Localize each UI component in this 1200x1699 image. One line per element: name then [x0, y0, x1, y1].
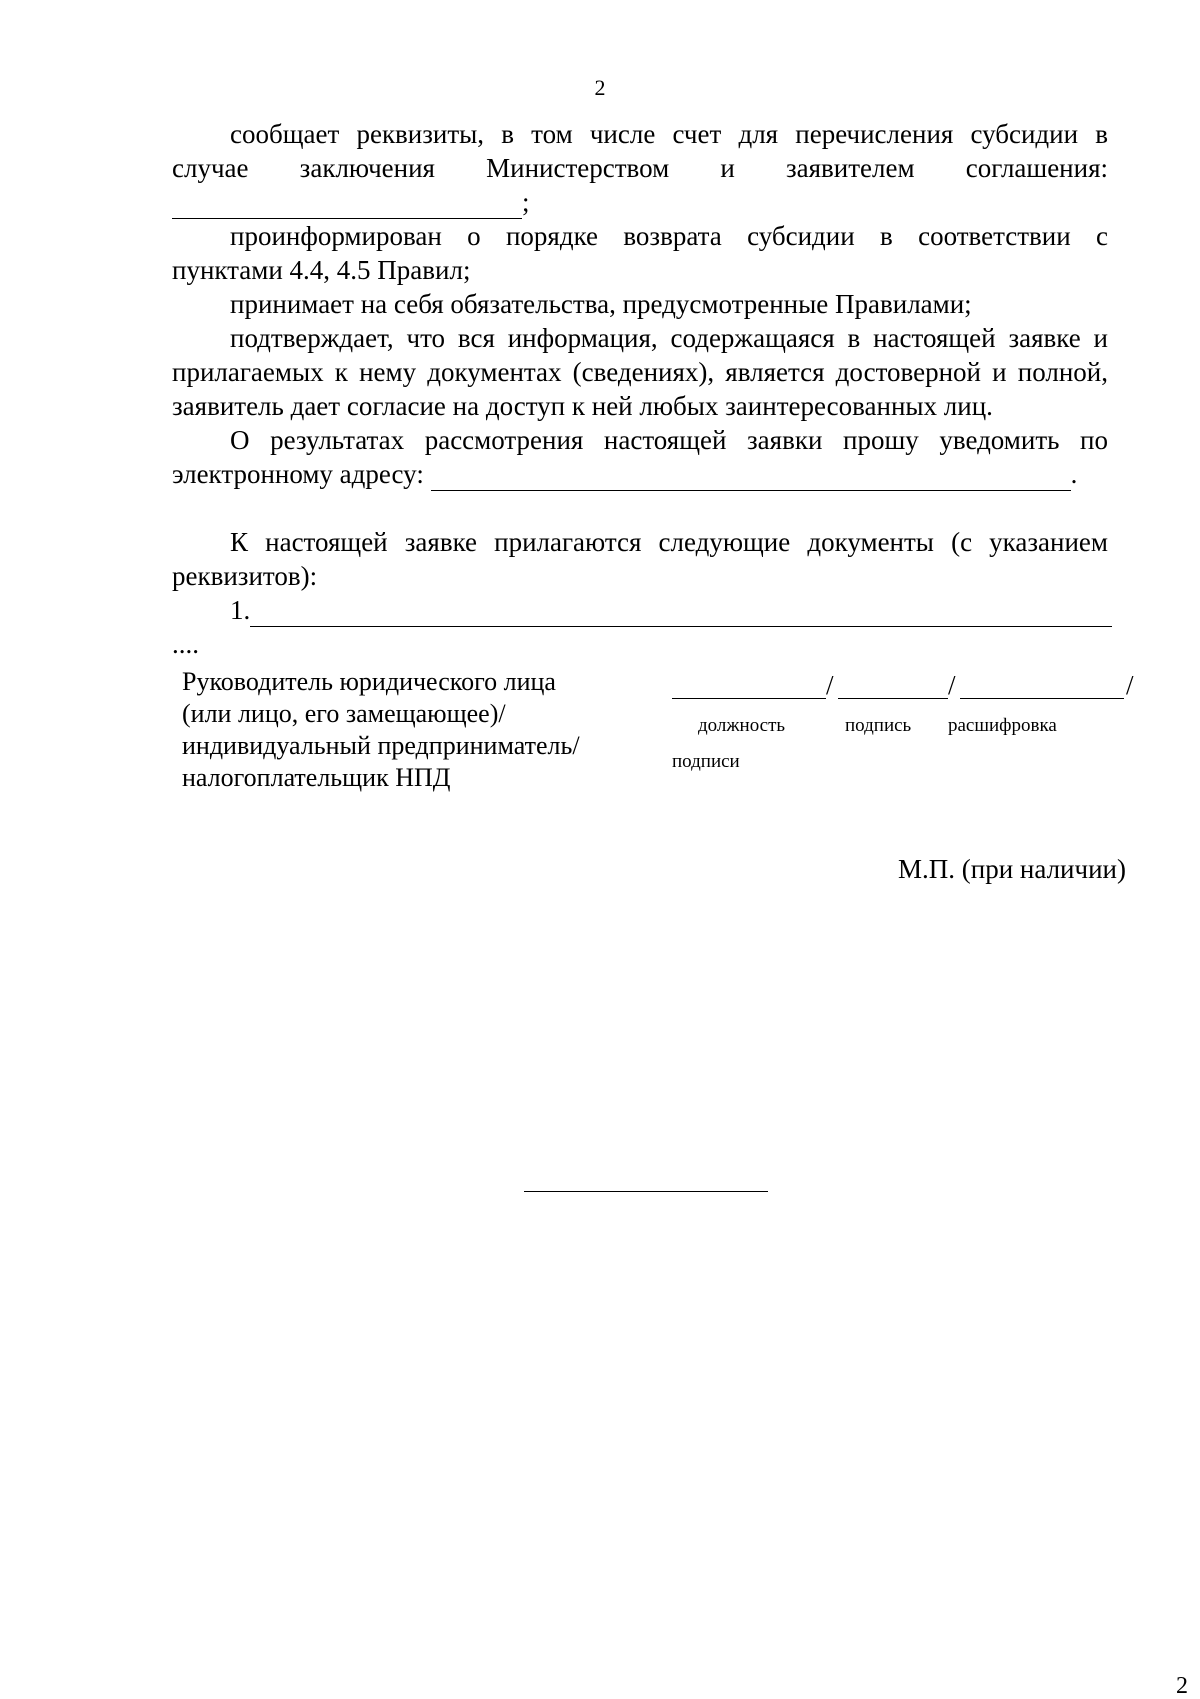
- decoding-blank: [960, 698, 1124, 699]
- paragraph-attachments-line1: К настоящей заявке прилагаются следующие документы (с указанием: [230, 527, 1108, 557]
- paragraph-requisites-line1: сообщает реквизиты, в том числе счет для перечисления субсидии в: [230, 119, 1108, 149]
- paragraph-requisites-line2: случае заключения Министерством и заявителем соглашения:: [172, 153, 1108, 183]
- attachment-item-number: 1.: [230, 595, 251, 625]
- account-blank: [172, 192, 522, 219]
- closing-separator-line: [524, 1191, 768, 1192]
- paragraph-notify-line1: О результатах рассмотрения настоящей заявки прошу уведомить по: [230, 425, 1108, 455]
- stamp-note: М.П. (при наличии): [898, 854, 1126, 884]
- corner-page-mark: 2: [1176, 1673, 1188, 1699]
- paragraph-confirmation-line3: заявитель дает согласие на доступ к ней любых заинтересованных лиц.: [172, 391, 993, 421]
- paragraph-obligations: принимает на себя обязательства, предусмотренные Правилами;: [230, 289, 972, 319]
- label-decoding-cont: подписи: [672, 751, 740, 772]
- email-line-end: .: [1070, 459, 1078, 489]
- account-line-end: ;: [522, 187, 530, 217]
- label-decoding: расшифровка: [948, 715, 1057, 736]
- paragraph-confirmation-line2: прилагаемых к нему документах (сведениях), является достоверной и полной,: [172, 357, 1108, 387]
- signature-separator: /: [1126, 670, 1134, 700]
- email-label: электронному адресу:: [172, 459, 424, 489]
- signature-blank: [838, 698, 948, 699]
- signatory-role-line: (или лицо, его замещающее)/: [182, 699, 506, 728]
- signatory-role: [182, 666, 580, 794]
- attachment-ellipsis: ....: [172, 629, 199, 659]
- signatory-role-line: налогоплательщик НПД: [182, 763, 451, 792]
- paragraph-refund-line1: проинформирован о порядке возврата субсидии в соответствии с: [230, 221, 1108, 251]
- signature-separator: /: [826, 670, 834, 700]
- email-line: [172, 457, 1077, 491]
- paragraph-attachments-line2: реквизитов):: [172, 561, 318, 591]
- attachment-blank: [250, 600, 1112, 627]
- signatory-role-line: Руководитель юридического лица: [182, 667, 556, 696]
- signatory-role-line: индивидуальный предприниматель/: [182, 731, 580, 760]
- label-position: должность: [698, 715, 786, 736]
- email-blank: [431, 464, 1071, 491]
- paragraph-refund-line2: пунктами 4.4, 4.5 Правил;: [172, 255, 471, 285]
- label-signature: подпись: [845, 715, 912, 736]
- signature-separator: /: [948, 670, 956, 700]
- attachment-item-1: [230, 593, 1112, 627]
- account-line: [172, 185, 530, 219]
- page-number: 2: [594, 75, 606, 100]
- position-blank: [672, 698, 826, 699]
- paragraph-confirmation-line1: подтверждает, что вся информация, содержащаяся в настоящей заявке и: [230, 323, 1108, 353]
